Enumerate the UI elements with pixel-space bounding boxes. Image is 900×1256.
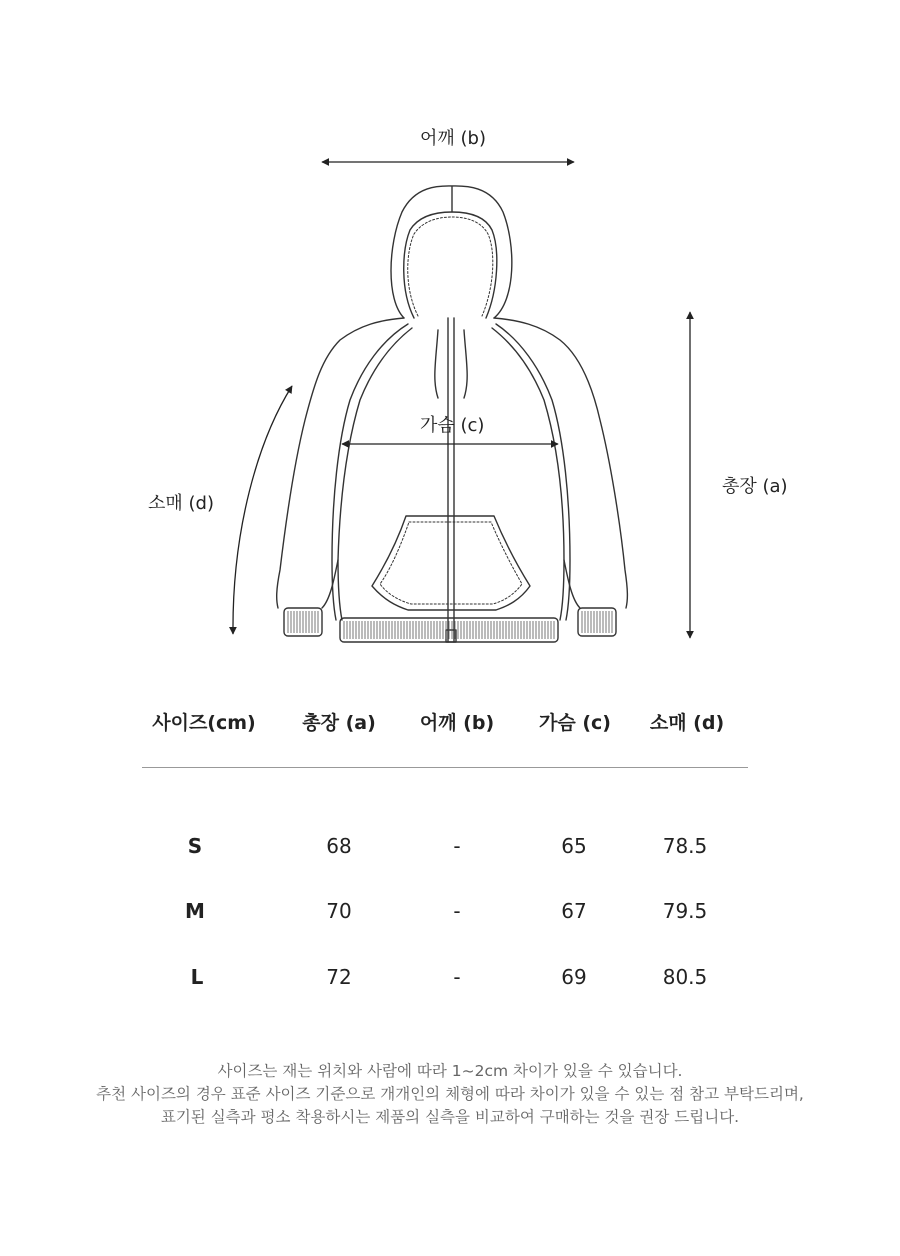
row-s-size: S [187, 834, 203, 858]
header-length: 총장 (a) [302, 712, 376, 734]
row-l-shoulder: - [453, 965, 461, 989]
row-m-chest: 67 [561, 899, 587, 923]
row-m-length: 70 [326, 899, 352, 923]
row-s-chest: 65 [561, 834, 587, 858]
header-chest: 가슴 (c) [539, 712, 611, 734]
row-s-shoulder: - [453, 834, 461, 858]
length-label: 총장 (a) [722, 476, 788, 497]
chest-label: 가슴 (c) [420, 415, 485, 436]
row-l-sleeve: 80.5 [662, 965, 708, 989]
table-divider [142, 767, 748, 768]
header-sleeve: 소매 (d) [649, 712, 725, 734]
size-notes [0, 1060, 900, 1129]
note-line-3: 표기된 실측과 평소 착용하시는 제품의 실측을 비교하여 구매하는 것을 권장 드립니다. [160, 1108, 740, 1126]
sleeve-label: 소매 (d) [148, 493, 214, 514]
row-l-length: 72 [326, 965, 352, 989]
row-m-shoulder: - [453, 899, 461, 923]
row-l-size: L [190, 965, 204, 989]
row-l-chest: 69 [561, 965, 587, 989]
row-m-sleeve: 79.5 [662, 899, 708, 923]
shoulder-label: 어깨 (b) [420, 128, 486, 149]
note-line-1: 사이즈는 재는 위치와 사람에 따라 1~2cm 차이가 있을 수 있습니다. [217, 1062, 683, 1080]
row-s-sleeve: 78.5 [662, 834, 708, 858]
header-size: 사이즈(cm) [152, 712, 256, 734]
header-shoulder: 어깨 (b) [419, 712, 495, 734]
row-m-size: M [185, 899, 205, 923]
zipper [448, 318, 454, 642]
kangaroo-pocket [372, 516, 530, 610]
hood-opening [404, 212, 497, 318]
note-line-2: 추천 사이즈의 경우 표준 사이즈 기준으로 개개인의 체형에 따라 차이가 있을 수 있는 점 참고 부탁드리며, [96, 1085, 804, 1103]
sleeve-arrow [233, 386, 292, 634]
row-s-length: 68 [326, 834, 352, 858]
